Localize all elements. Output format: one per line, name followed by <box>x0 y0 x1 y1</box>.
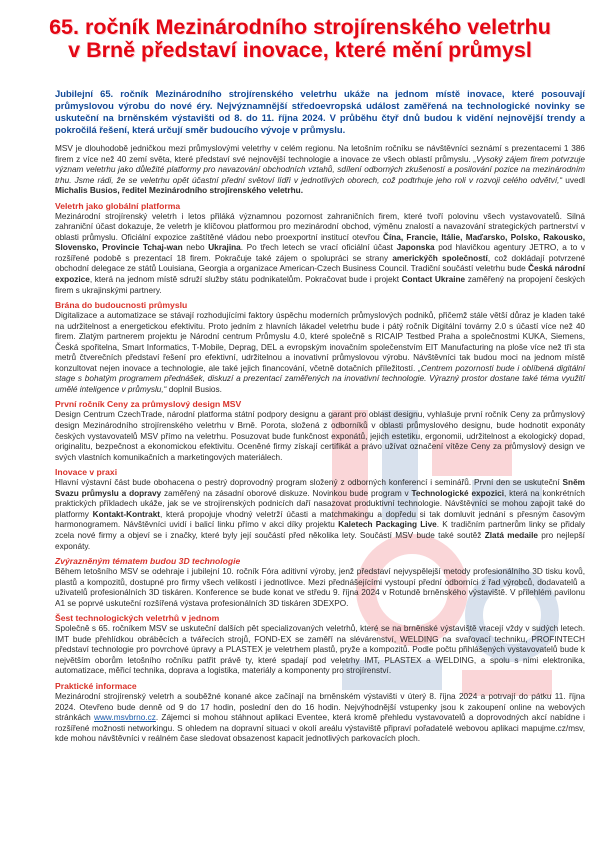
section-paragraph-innovation <box>55 478 585 552</box>
section-heading-six-fairs: Šest technologických veletrhů v jednom <box>55 613 220 624</box>
section-paragraph-practical <box>55 692 585 745</box>
headline <box>0 16 600 62</box>
text: zaměřený na zásadní oborové diskuze. Novinkou bude program v <box>161 488 412 498</box>
intro-quote: „Vysoký zájem firem potvrzuje význam veletrhu jako důležité platformy pro navazování obchodních vztahů, sdílení odborných zkušeností a posilování pozice na mezinárodním trhu. Jsme rádi, že se veletrhu opět účastní přední světoví lídři v jednotlivých oborech, což podtrhuje jeho roli v rozvoji celého odvětví,“ <box>55 154 585 185</box>
intro-speaker: Michalis Busios, ředitel Mezinárodního strojírenského veletrhu. <box>55 186 304 196</box>
section-heading-3d: Zvýrazněným tématem budou 3D technologie <box>55 556 241 567</box>
text: zaměřený na propojení českých firem s ukrajinskými partnery. <box>55 275 586 295</box>
strong: Kontakt-Kontrakt <box>92 509 161 519</box>
section-paragraph-six-fairs: Společně s 65. ročníkem MSV se uskuteční dalších pět specializovaných veletrhů, které se na brněnské výstaviště vracejí vždy v sudých letech. IMT bude přehlídkou obráběcích a tvářecích strojů, FOND-EX se zaměří na slévárenství, WELDING na svařovací techniku, PROFINTECH představí technologie pro povrchové úpravy a PLASTEX je veletrhem plastů, pryže a kompozitů. Podle počtu přihlášených vystavovatelů bude k největším oborům letošního ročníku patřit právě ty, které spadají pod veletrhy IMT, PLASTEX a WELDING, a spolu s nimi elektronika, automatizace, měřicí technika, doprava a logistika, materiály a komponenty pro strojírenství. <box>55 624 585 676</box>
text: , která na konkrétních praktických příkladech ukáže, jak se ve strojírenských podnicích daří nasazovat produktivní technologie. Návštěvníci se mohou zapojit také do platformy <box>55 488 585 519</box>
us-companies: americkýčh společností <box>392 253 488 263</box>
country-ukraine: Ukrajina <box>208 243 241 253</box>
text: doplnil Busios. <box>166 384 222 394</box>
intro-text-2: uvedl <box>562 175 586 185</box>
section-heading-innovation: Inovace v praxi <box>55 467 118 478</box>
text: Mezinárodní strojírenský veletrh i letos přiláká významnou pozornost zahraničních firem, které tvoří polovinu všech vystavovatelů. Silná zahraniční účast dokazuje, že veletrh je klíčovou platformou pro mezinárodní obchod, výměnu znalostí a navazování strategických partnerství v oblasti průmyslu. Oficiální expozice zaštítěné vládou nebo proexportní institucí otevřou <box>55 211 585 242</box>
lead-paragraph: Jubilejní 65. ročník Mezinárodního strojírenského veletrhu ukáže na jednom místě inovace, které posouvají průmyslovou výrobu do nové éry. Nejvýznamnější středoevropská událost zaměřená na technologické novinky se uskuteční na brněnském výstavišti od 8. do 11. října 2024. V průběhu čtyř dnů budou k vidění nejnovější trendy a pokročilá řešení, která určují směr budoucího vývoje v průmyslu. <box>55 88 585 135</box>
text: , což dokládají potvrzené obchodní delegace ze států Louisiana, Georgia a organizace American-Czech Business Council. Tradiční součástí veletrhu bude <box>55 253 586 274</box>
section-paragraph-global-platform <box>55 212 585 296</box>
text: Hlavní výstavní část bude obohacena o pestrý doprovodný program složený z odborných konferencí i seminářů. První den se uskuteční <box>55 478 563 488</box>
text: pro nejlepší exponáty. <box>55 530 585 551</box>
section-heading-design-award: První ročník Ceny za průmyslový design MSV <box>55 399 242 410</box>
text: Digitalizace a automatizace se stávají rozhodujícími faktory úspěchu moderních průmyslových podniků, přičemž stále větší důraz je kladen také na udržitelnost a energetickou efektivitu. Proto jedním z hlavních lákadel veletrhu bude i pátý ročník Digitální továrny 2.0 s účastí více než 40 firem. Zlatým partnerem projektu je Národní centrum Průmyslu 4.0, které společně s RICAIP Testbed Praha a společnostmi KUKA, Siemens, Česká spořitelna, Smart Informatics, T-Mobile, Deprag, DEL a evropským inovačním společenstvím EIT Manufacturing na ploše více než tři sta metrů čtverečních představí řešení pro efektivní, udržitelnou a inovativní průmyslovou výrobu. Návštěvníci tak budou moci na jednom místě konzultovat nejen inovace a technologie, ale také jejich financování, včetně dotačních příležitostí. <box>55 311 585 373</box>
text: nebo <box>182 243 209 253</box>
website-link[interactable]: www.msvbrno.cz <box>94 713 156 723</box>
section-heading-future-gate: Brána do budoucnosti průmyslu <box>55 300 188 311</box>
section-heading-practical: Praktické informace <box>55 680 137 691</box>
section-paragraph-future-gate <box>55 311 585 395</box>
text: , která na jednom místě sdruží služby státu podnikatelům. Pokračovat bude i projekt <box>89 275 402 285</box>
intro-paragraph <box>55 144 585 197</box>
headline-line-2: v Brně představí inovace, které mění průmysl <box>68 38 532 62</box>
text: . Zájemci si mohou stáhnout aplikaci Eventee, která kromě přehledu vystavovatelů a doprovodných akcí nabídne i rozšířené možnosti networkingu. S ohledem na dopravní situaci v okolí areálu výstaviště připraví pořadatelé webovou aplikaci mapujme.cz/msv, kde mohou návštěvníci v reálném čase sledovat obsazenost kapacit jednotlivých parkovacích ploch. <box>55 713 585 744</box>
countries-list: Čína, Francie, Itálie, Maďarsko, Polsko, Rakousko, Slovensko, Provincie Tchaj-wan <box>55 232 585 253</box>
czech-exposition: Česká národní expozice <box>55 264 585 285</box>
strong: Zlatá medaile <box>484 530 538 540</box>
text: , která propojuje vhodný veletrží účasti a matchmakingu a dopředu si tak domluvit jednání s přesným časovým harmonogramem. Návštěvníci uvidí i balicí linku přímo v akci díky projektu <box>55 509 586 530</box>
headline-line-1: 65. ročník Mezinárodního strojírenského veletrhu <box>49 15 551 39</box>
article-body <box>55 144 585 745</box>
intro-text: MSV je dlouhodobě jedničkou mezi průmyslovými veletrhy v celém regionu. Na letošním ročníku se návštěvníci seznámí s prezentacemi 1 386 firem z více než 40 zemí světa, které představí své nejnovější technologie a inovace ze všech oblastí průmyslu. <box>55 144 585 164</box>
strong: Kaletech Packaging Live <box>338 520 437 530</box>
text: . K tradičním partnerům linky se přidaly zcela nové firmy a objeví se i značky, které byly její součástí před několika lety. Součástí MSV bude také soutěž <box>55 520 585 540</box>
country-japan: Japonska <box>396 243 435 253</box>
section-paragraph-3d: Během letošního MSV se odehraje i jubilejní 10. ročník Fóra aditivní výroby, jenž představí nejvyspělejší metody profesionálního 3D tisku kovů, plastů a kompozitů, dostupné pro firmy všech velikostí i jednotlivce. Mezi přednášejícími vystoupí přední odborníci z řad výrobců, dodavatelů a uživatelů profesionálních 3D tiskáren. Konference se bude konat ve středu 9. října 2024 v Rotundě brněnského výstaviště. V přilehlém pavilonu A1 se poprvé uskuteční rozšířená výstava profesionálních 3D tiskáren 3DEXPO. <box>55 567 585 608</box>
text: Mezinárodní strojírenský veletrh a souběžné konané akce začínají na brněnském výstavišti v úterý 8. října 2024 a potrvají do pátku 11. října 2024. Otevřeno bude denně od 9 do 17 hodin, poslední den do 16 hodin. Nejvýhodnější vstupenky jsou k zakoupení online na webových stránkách <box>55 691 585 723</box>
strong: Sněm Svazu průmyslu a dopravy <box>55 478 585 498</box>
contact-ukraine: Contact Ukraine <box>401 275 466 285</box>
section-heading-global-platform: Veletrh jako globální platforma <box>55 200 181 211</box>
text: . Po třech letech se vrací oficiální účast <box>240 243 397 253</box>
strong: Technologické expozici <box>411 488 505 498</box>
section-paragraph-design-award: Design Centrum CzechTrade, národní platforma státní podpory designu a garant pro oblast designu, vyhlašuje první ročník Ceny za průmyslový design Mezinárodního strojírenského veletrhu v Brně. Porota, složená z odborníků v oblasti průmyslového designu, bude hodnotit exponáty českých vystavovatelů MSV přímo na veletrhu. Posuzovat bude funkčnost exponátů, jejich estetiku, ergonomii, udržitelnost a ekologický dopad, originalitu, bezpečnost a ekonomickou efektivitu. Oceněné firmy získají certifikát a právo užívat označení vítěze Ceny za průmyslový design ve svých vlastních komunikačních a marketingových materiálech. <box>55 410 585 462</box>
text: pod hlavičkou agentury JETRO, a to v rozšířené podobě s prezentací 18 firem. Pokračuje také zájem o spolupráci se strany <box>55 243 586 263</box>
quote: „Centrem pozornosti bude i oblíbená digitální stage s bohatým programem přednášek, diskuzí a prezentací zaměřených na inovativní technologie. Výrazný prostor dostane také téma využití umělé inteligence v průmyslu,“ <box>55 363 586 394</box>
